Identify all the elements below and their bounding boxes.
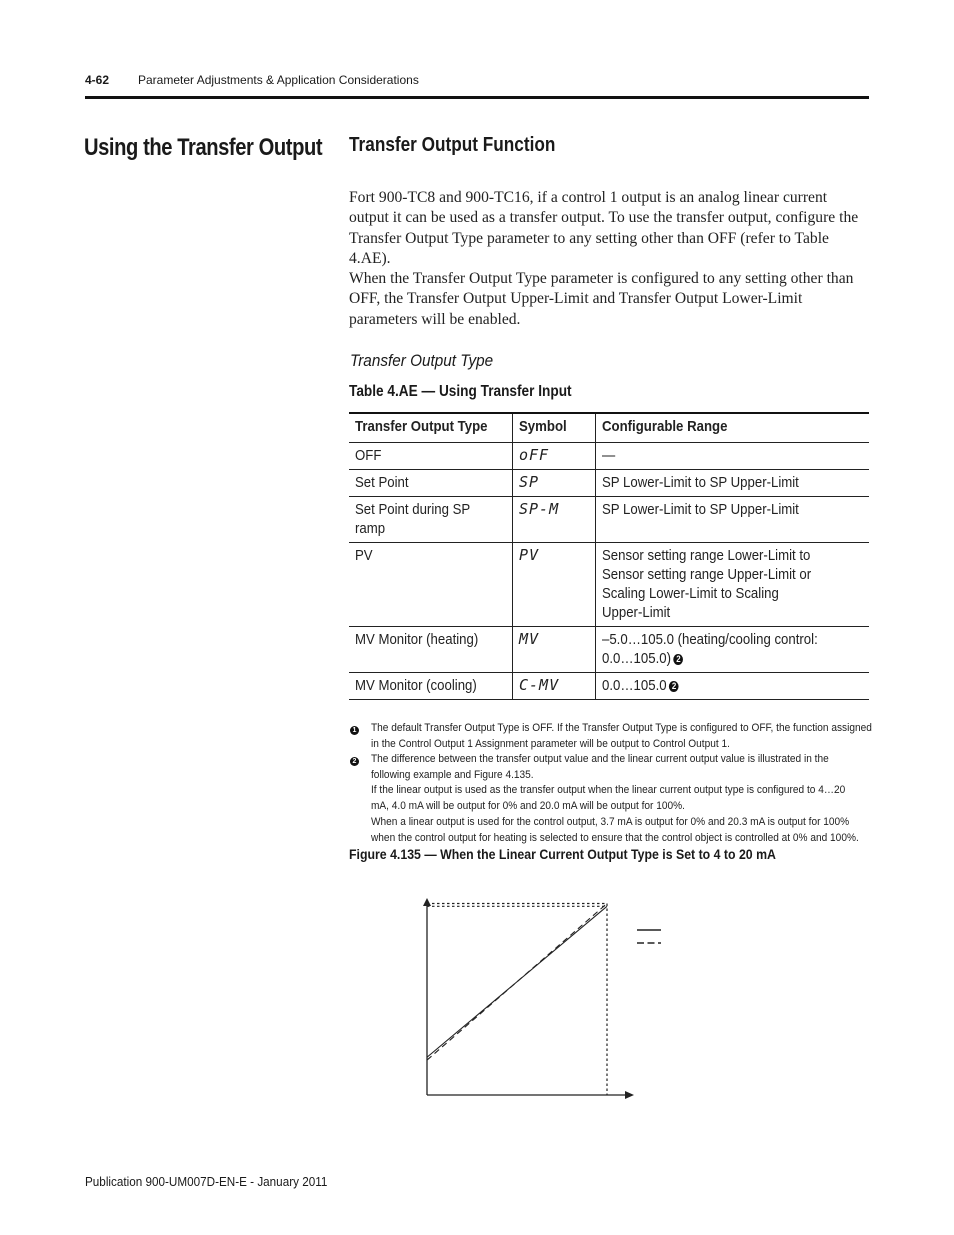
section-title: Using the Transfer Output <box>84 134 323 161</box>
footnote-line: in the Control Output 1 Assignment parameter will be output to Control Output 1. <box>371 737 730 750</box>
symbol-cell <box>513 627 596 673</box>
footnote-marker: 1 <box>350 726 359 735</box>
range-cell <box>596 443 870 470</box>
symbol-cell <box>513 443 596 470</box>
range-text: SP Lower-Limit to SP Upper-Limit <box>602 501 799 518</box>
symbol-cell <box>513 673 596 700</box>
output-type-text: MV Monitor (heating) <box>355 631 479 648</box>
symbol-cell <box>513 497 596 543</box>
output-type-cell <box>349 470 513 497</box>
linear-output-chart <box>400 890 680 1112</box>
output-type-cell <box>349 543 513 627</box>
footnote-marker: 2 <box>350 757 359 766</box>
range-cell <box>596 673 870 700</box>
range-text: Sensor setting range Upper-Limit or <box>602 566 812 583</box>
output-type-cell <box>349 673 513 700</box>
output-type-text: PV <box>355 547 373 564</box>
subsection-title: Transfer Output Function <box>349 134 556 156</box>
table-row <box>349 443 869 470</box>
x-axis-arrow-icon <box>625 1091 634 1099</box>
footnote-ref: 2 <box>674 654 684 665</box>
display-symbol: MV <box>519 630 540 648</box>
footnote-line: when the control output for heating is selected to ensure that the control object is controlled at 0% and 100%. <box>371 831 859 844</box>
range-text: 0.0…105.0 2 <box>602 676 679 695</box>
range-text: Scaling Lower-Limit to Scaling <box>602 585 779 602</box>
range-text: SP Lower-Limit to SP Upper-Limit <box>602 474 799 491</box>
display-symbol: PV <box>519 546 540 564</box>
range-cell <box>596 543 870 627</box>
range-text: — <box>602 447 616 464</box>
footnote-line: The default Transfer Output Type is OFF. If the Transfer Output Type is configured to OFF, the function assigned <box>371 722 872 734</box>
range-cell <box>596 470 870 497</box>
display-symbol: C-MV <box>519 676 560 694</box>
range-text: 0.0…105.0) 2 <box>602 649 818 668</box>
paragraph: When the Transfer Output Type parameter is configured to any setting other than OFF, the Transfer Output Upper-Limit and Transfer Output Lower-Limit parameters will be enabled. <box>349 270 854 328</box>
transfer-output-table <box>349 412 869 700</box>
page-number: 4-62 <box>85 73 110 87</box>
header-rule <box>85 96 869 99</box>
output-type-text: Set Point during SP <box>355 501 471 518</box>
italic-caption: Transfer Output Type <box>350 351 494 370</box>
series-line-1 <box>427 906 607 1057</box>
column-header: Symbol <box>513 413 596 443</box>
table-title: Table 4.AE — Using Transfer Input <box>349 383 572 400</box>
output-type-text: ramp <box>355 520 386 537</box>
table-header-row <box>349 413 869 443</box>
figure-title: Figure 4.135 — When the Linear Current Output Type is Set to 4 to 20 mA <box>349 846 776 862</box>
output-type-text: OFF <box>355 447 382 464</box>
footnote-line: The difference between the transfer output value and the linear current output value is illustrated in the <box>371 753 829 765</box>
y-axis-arrow-icon <box>423 898 431 906</box>
output-type-cell <box>349 627 513 673</box>
range-text: Sensor setting range Lower-Limit to <box>602 547 811 564</box>
range-cell <box>596 627 870 673</box>
table-row <box>349 470 869 497</box>
column-header: Configurable Range <box>596 413 870 443</box>
table-row <box>349 673 869 700</box>
output-type-cell <box>349 497 513 543</box>
column-header: Transfer Output Type <box>349 413 513 443</box>
output-type-text: Set Point <box>355 474 409 491</box>
footnote-line: mA, 4.0 mA will be output for 0% and 20.0 mA will be output for 100%. <box>371 800 685 813</box>
table-row <box>349 497 869 543</box>
footnote-line: If the linear output is used as the transfer output when the linear current output type is configured to 4…20 <box>371 784 846 797</box>
symbol-cell <box>513 543 596 627</box>
symbol-cell <box>513 470 596 497</box>
footnote-ref: 2 <box>669 681 679 692</box>
paragraph: Fort 900-TC8 and 900-TC16, if a control 1 output is an analog linear current output it can be used as a transfer output. To use the transfer output, configure the Transfer Output Type parameter to any setting other than OFF (refer to Table 4.AE). <box>349 189 859 268</box>
display-symbol: SP <box>519 473 540 491</box>
display-symbol: oFF <box>519 446 550 464</box>
range-text: Upper-Limit <box>602 604 671 621</box>
table-row <box>349 543 869 627</box>
output-type-text: MV Monitor (cooling) <box>355 677 477 694</box>
running-header: Parameter Adjustments & Application Considerations <box>138 73 419 87</box>
output-type-cell <box>349 443 513 470</box>
publication-footer: Publication 900-UM007D-EN-E - January 2011 <box>85 1174 328 1189</box>
display-symbol: SP-M <box>519 500 560 518</box>
range-text: –5.0…105.0 (heating/cooling control: <box>602 631 818 648</box>
footnote-line: following example and Figure 4.135. <box>371 768 534 781</box>
table-row <box>349 627 869 673</box>
range-cell <box>596 497 870 543</box>
footnote-line: When a linear output is used for the control output, 3.7 mA is output for 0% and 20.3 mA is output for 100% <box>371 815 850 828</box>
